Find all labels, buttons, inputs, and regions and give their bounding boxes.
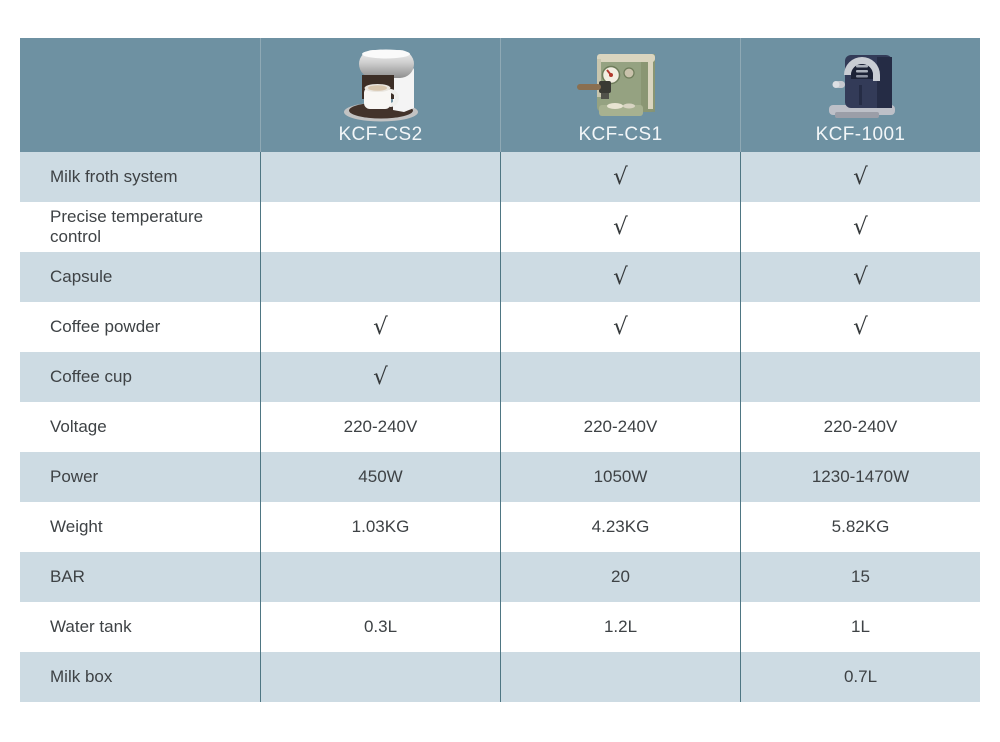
table-header (20, 38, 980, 152)
table-row (20, 552, 980, 602)
check-mark: √ (260, 302, 500, 352)
cell-value: 1230-1470W (740, 452, 980, 502)
row-label (20, 552, 260, 602)
cell-value: 1.2L (500, 602, 740, 652)
row-label-text: Coffee cup (50, 366, 132, 386)
check-mark: √ (740, 302, 980, 352)
row-label-text: BAR (50, 566, 85, 586)
cell-value: 5.82KG (740, 502, 980, 552)
cell-value: 220-240V (260, 402, 500, 452)
check-mark: √ (500, 152, 740, 202)
row-label (20, 402, 260, 452)
cell-value (260, 652, 500, 702)
check-mark: √ (260, 352, 500, 402)
row-label-text: Power (50, 466, 99, 486)
check-mark: √ (740, 152, 980, 202)
cell-value (260, 552, 500, 602)
row-label-text: Water tank (50, 616, 132, 636)
table-row (20, 302, 980, 352)
table-row (20, 502, 980, 552)
cell-value: 0.7L (740, 652, 980, 702)
row-label (20, 502, 260, 552)
check-mark: √ (500, 202, 740, 252)
product-image-green-espresso-machine (575, 43, 667, 123)
cell-value (260, 152, 500, 202)
check-mark: √ (740, 252, 980, 302)
cell-value (500, 652, 740, 702)
product-image-white-drip-coffee-maker (335, 43, 427, 123)
row-label-text: Voltage (50, 416, 107, 436)
table-row (20, 202, 980, 252)
table-row (20, 452, 980, 502)
model-name: KCF-1001 (815, 124, 906, 145)
spec-rows (20, 152, 980, 702)
cell-value: 4.23KG (500, 502, 740, 552)
row-label (20, 202, 260, 252)
cell-value (740, 352, 980, 402)
espresso-machine-illustration (575, 45, 667, 123)
row-label (20, 352, 260, 402)
table-row (20, 152, 980, 202)
cell-value: 220-240V (740, 402, 980, 452)
check-mark: √ (500, 302, 740, 352)
coffee-maker-illustration (335, 45, 427, 123)
row-label (20, 302, 260, 352)
cell-value: 1.03KG (260, 502, 500, 552)
model-name: KCF-CS2 (338, 124, 423, 145)
check-mark: √ (740, 202, 980, 252)
model-name: KCF-CS1 (578, 124, 663, 145)
table-row (20, 602, 980, 652)
cell-value: 15 (740, 552, 980, 602)
cell-value: 450W (260, 452, 500, 502)
espresso-machine-illustration (815, 41, 907, 123)
row-label-text: Coffee powder (50, 316, 161, 336)
table-row (20, 402, 980, 452)
cell-value: 220-240V (500, 402, 740, 452)
product-header-kcf-cs2 (260, 38, 500, 152)
header-empty-cell (20, 38, 260, 152)
product-header-kcf-1001 (740, 38, 980, 152)
row-label-text: Milk froth system (50, 166, 178, 186)
row-label (20, 652, 260, 702)
cell-value: 0.3L (260, 602, 500, 652)
cell-value (260, 252, 500, 302)
product-image-navy-espresso-machine (815, 43, 907, 123)
table-row (20, 352, 980, 402)
cell-value (500, 352, 740, 402)
row-label (20, 602, 260, 652)
cell-value (260, 202, 500, 252)
row-label-text: Weight (50, 516, 103, 536)
table-row (20, 252, 980, 302)
table-row (20, 652, 980, 702)
row-label-text: Capsule (50, 266, 113, 286)
product-header-kcf-cs1 (500, 38, 740, 152)
row-label (20, 252, 260, 302)
cell-value: 1050W (500, 452, 740, 502)
cell-value: 20 (500, 552, 740, 602)
row-label-text: Milk box (50, 666, 113, 686)
row-label (20, 152, 260, 202)
check-mark: √ (500, 252, 740, 302)
row-label-text: Precise temperature control (50, 206, 204, 246)
comparison-table (20, 38, 980, 702)
cell-value: 1L (740, 602, 980, 652)
row-label (20, 452, 260, 502)
